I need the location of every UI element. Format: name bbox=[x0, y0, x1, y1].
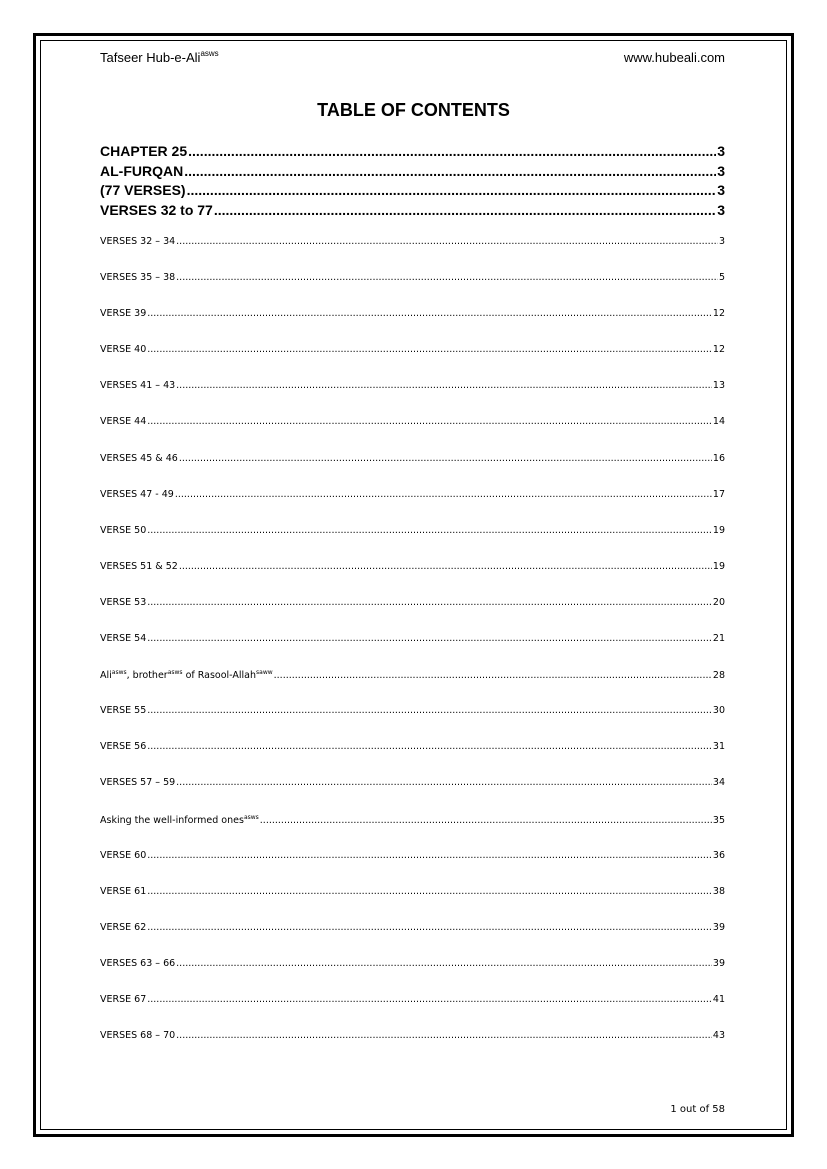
toc-leader-dots bbox=[214, 202, 716, 218]
toc-entry-label: VERSE 55 bbox=[100, 705, 147, 717]
toc-label-text: , brother bbox=[126, 670, 168, 682]
toc-entry-page: 13 bbox=[712, 380, 725, 392]
header-title-honorific: asws bbox=[200, 49, 219, 58]
toc-entry-page: 30 bbox=[712, 705, 725, 717]
toc-entry-page: 16 bbox=[712, 452, 725, 464]
toc-entry-label: CHAPTER 25 bbox=[100, 143, 188, 159]
toc-sub-entry[interactable] bbox=[100, 669, 725, 705]
toc-sub-entry[interactable] bbox=[100, 561, 725, 597]
toc-entry-label: VERSES 51 & 52 bbox=[100, 560, 178, 572]
toc-entry-page: 19 bbox=[712, 560, 725, 572]
toc-sub-entry[interactable] bbox=[100, 236, 725, 272]
toc-entry-label: VERSE 56 bbox=[100, 741, 147, 753]
toc-entry-page: 38 bbox=[712, 885, 725, 897]
toc-entry-page: 20 bbox=[712, 596, 725, 608]
toc-leader-dots bbox=[188, 143, 716, 159]
toc-entry-page: 5 bbox=[718, 272, 725, 284]
toc-entry-label: VERSE 54 bbox=[100, 633, 147, 645]
toc-heading: TABLE OF CONTENTS bbox=[317, 100, 510, 120]
toc-entry-page: 3 bbox=[718, 236, 725, 247]
toc-sub-entry[interactable] bbox=[100, 741, 725, 777]
toc-entry-label: VERSES 68 – 70 bbox=[100, 1030, 176, 1042]
toc-entry-page: 3 bbox=[717, 201, 725, 218]
toc-leader-dots bbox=[147, 886, 712, 897]
toc-entry-label: VERSE 67 bbox=[100, 993, 147, 1005]
toc-leader-dots bbox=[147, 597, 712, 608]
toc-entry-page: 28 bbox=[712, 670, 725, 682]
toc-entry-label: VERSES 32 – 34 bbox=[100, 236, 176, 247]
toc-leader-dots bbox=[176, 958, 712, 969]
toc-leader-dots bbox=[179, 561, 712, 572]
toc-main-list bbox=[100, 143, 725, 221]
toc-leader-dots bbox=[176, 1030, 712, 1041]
toc-leader-dots bbox=[176, 236, 718, 247]
toc-entry-page: 39 bbox=[712, 921, 725, 933]
toc-leader-dots bbox=[147, 633, 712, 644]
toc-entry-page: 3 bbox=[717, 162, 725, 179]
toc-label-honorific: asws bbox=[167, 669, 183, 677]
toc-leader-dots bbox=[260, 815, 712, 826]
toc-sub-entry[interactable] bbox=[100, 705, 725, 741]
toc-sub-entry[interactable] bbox=[100, 886, 725, 922]
toc-label-text: Ali bbox=[100, 670, 112, 682]
toc-sub-entry[interactable] bbox=[100, 850, 725, 886]
toc-leader-dots bbox=[147, 994, 712, 1005]
toc-label-text: of Rasool-Allah bbox=[182, 670, 257, 682]
toc-entry-label: VERSE 40 bbox=[100, 344, 147, 356]
toc-entry-label: VERSES 32 to 77 bbox=[100, 201, 213, 218]
toc-entry-label: VERSE 62 bbox=[100, 921, 147, 933]
toc-sub-entry[interactable] bbox=[100, 777, 725, 813]
toc-entry-label: VERSE 39 bbox=[100, 308, 147, 320]
toc-sub-entry[interactable] bbox=[100, 633, 725, 669]
toc-main-entry[interactable] bbox=[100, 202, 725, 222]
toc-sub-entry[interactable] bbox=[100, 525, 725, 561]
toc-label-honorific: asws bbox=[243, 813, 259, 821]
page-number: 1 out of 58 bbox=[670, 1104, 725, 1115]
toc-entry-label: VERSE 53 bbox=[100, 596, 147, 608]
toc-label-honorific: saww bbox=[256, 669, 273, 677]
toc-sub-entry[interactable] bbox=[100, 922, 725, 958]
toc-main-entry[interactable] bbox=[100, 163, 725, 183]
toc-entry-label: VERSES 63 – 66 bbox=[100, 957, 176, 969]
toc-entry-page: 36 bbox=[712, 849, 725, 861]
toc-entry-page: 34 bbox=[712, 777, 725, 789]
toc-leader-dots bbox=[176, 380, 712, 391]
toc-leader-dots bbox=[147, 525, 712, 536]
toc-entry-page: 12 bbox=[712, 308, 725, 320]
header-title bbox=[100, 49, 219, 65]
toc-entry-label: VERSE 44 bbox=[100, 416, 147, 428]
toc-leader-dots bbox=[147, 741, 712, 752]
toc-leader-dots bbox=[274, 670, 712, 681]
toc-leader-dots bbox=[147, 850, 712, 861]
toc-sub-entry[interactable] bbox=[100, 308, 725, 344]
toc-entry-page: 3 bbox=[717, 182, 725, 198]
toc-leader-dots bbox=[147, 308, 712, 319]
toc-sub-list bbox=[100, 236, 725, 1066]
toc-sub-entry[interactable] bbox=[100, 489, 725, 525]
toc-leader-dots bbox=[184, 163, 716, 179]
toc-entry-label: VERSES 57 – 59 bbox=[100, 777, 176, 789]
toc-main-entry[interactable] bbox=[100, 143, 725, 163]
toc-sub-entry[interactable] bbox=[100, 994, 725, 1030]
toc-entry-page: 43 bbox=[712, 1030, 725, 1042]
toc-leader-dots bbox=[147, 922, 712, 933]
toc-entry-page: 41 bbox=[712, 993, 725, 1005]
toc-entry-label: AL-FURQAN bbox=[100, 162, 184, 179]
toc-sub-entry[interactable] bbox=[100, 958, 725, 994]
toc-label-text: Asking the well-informed ones bbox=[100, 814, 244, 826]
toc-entry-label: VERSE 50 bbox=[100, 524, 147, 536]
header-website: www.hubeali.com bbox=[623, 50, 725, 65]
header-title-text: Tafseer Hub-e-Ali bbox=[100, 50, 201, 65]
toc-label-honorific: asws bbox=[111, 669, 127, 677]
toc-entry-label bbox=[100, 669, 273, 681]
toc-entry-label: VERSE 60 bbox=[100, 849, 147, 861]
toc-entry-label: (77 VERSES) bbox=[100, 182, 186, 198]
toc-entry-page: 3 bbox=[717, 143, 725, 159]
toc-entry-page: 39 bbox=[712, 957, 725, 969]
toc-entry-page: 19 bbox=[712, 524, 725, 536]
toc-entry-page: 17 bbox=[712, 488, 725, 500]
toc-sub-entry[interactable] bbox=[100, 380, 725, 416]
toc-leader-dots bbox=[176, 777, 712, 788]
toc-entry-label: VERSE 61 bbox=[100, 885, 147, 897]
toc-entry-label: VERSES 41 – 43 bbox=[100, 380, 176, 392]
toc-sub-entry[interactable] bbox=[100, 814, 725, 850]
toc-entry-page: 31 bbox=[712, 741, 725, 753]
toc-entry-label bbox=[100, 814, 259, 826]
toc-sub-entry[interactable] bbox=[100, 1030, 725, 1066]
toc-sub-entry[interactable] bbox=[100, 344, 725, 380]
toc-sub-entry[interactable] bbox=[100, 272, 725, 308]
toc-entry-page: 14 bbox=[712, 416, 725, 428]
toc-entry-page: 21 bbox=[712, 633, 725, 645]
toc-entry-label: VERSES 35 – 38 bbox=[100, 272, 176, 284]
toc-leader-dots bbox=[147, 416, 712, 427]
toc-sub-entry[interactable] bbox=[100, 453, 725, 489]
toc-sub-entry[interactable] bbox=[100, 416, 725, 452]
toc-entry-page: 35 bbox=[712, 814, 725, 826]
toc-leader-dots bbox=[187, 182, 717, 198]
toc-leader-dots bbox=[147, 705, 712, 716]
toc-entry-page: 12 bbox=[712, 344, 725, 356]
toc-main-entry[interactable] bbox=[100, 182, 725, 202]
toc-leader-dots bbox=[175, 489, 712, 500]
toc-entry-label: VERSES 47 - 49 bbox=[100, 488, 174, 500]
toc-leader-dots bbox=[179, 453, 712, 464]
toc-sub-entry[interactable] bbox=[100, 597, 725, 633]
toc-entry-label: VERSES 45 & 46 bbox=[100, 452, 178, 464]
toc-leader-dots bbox=[147, 344, 712, 355]
toc-leader-dots bbox=[176, 272, 718, 283]
